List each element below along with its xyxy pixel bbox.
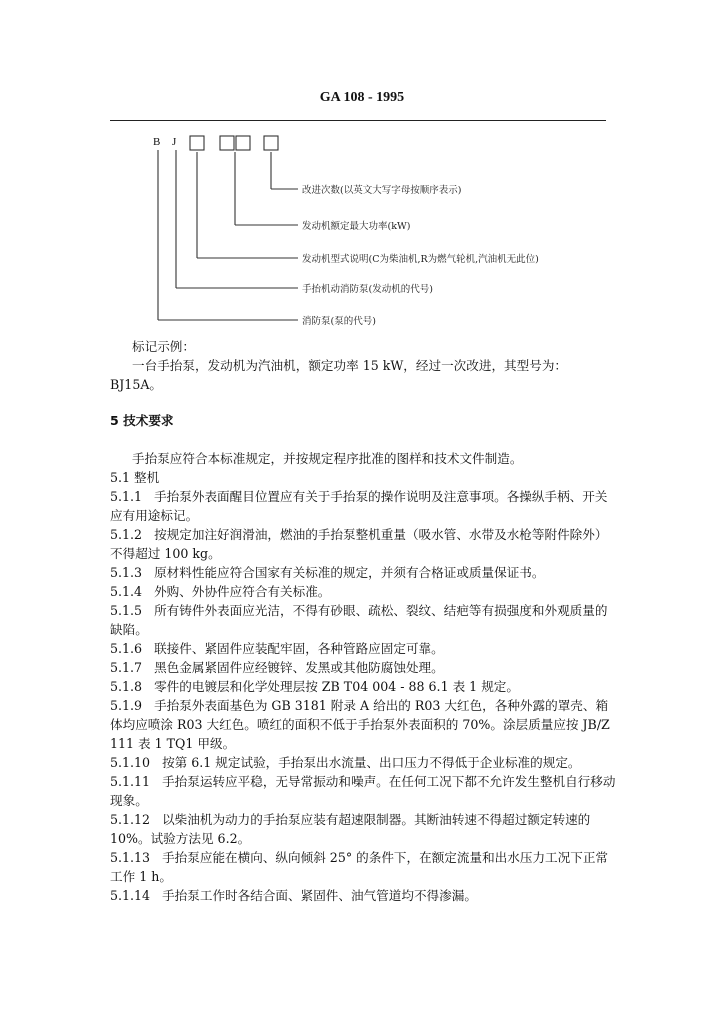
clause-5-1-5 (110, 601, 618, 639)
clause-text: 原材料性能应符合国家有关标准的规定，并须有合格证或质量保证书。 (154, 565, 545, 580)
clause-5-1-14 (110, 886, 618, 905)
clause-5-1-2 (110, 525, 618, 563)
subsection-5-1-title: 5.1 整机 (110, 470, 160, 485)
clause-text: 手抬泵运转应平稳，无导常振动和噪声。在任何工况下都不允许发生整机自行移动现象。 (110, 774, 616, 808)
clause-number: 5.1.13 (110, 850, 151, 865)
section-5-intro: 手抬泵应符合本标准规定，并按规定程序批准的图样和技术文件制造。 (132, 451, 523, 466)
letter-b: B (153, 136, 161, 148)
clause-5-1-1 (110, 487, 618, 525)
clause-number: 5.1.6 (110, 641, 143, 656)
section-5-title: 5 技术要求 (110, 413, 174, 428)
example-line-1: 一台手抬泵，发动机为汽油机，额定功率 15 kW，经过一次改进，其型号为： (132, 358, 568, 373)
label-fire-pump: 消防泵(泵的代号) (302, 316, 376, 327)
clause-number: 5.1.4 (110, 584, 143, 599)
clause-5-1-7 (110, 658, 618, 677)
example-title: 标记示例： (132, 339, 195, 354)
example-line-2: BJ15A。 (110, 377, 163, 392)
clause-5-1-12 (110, 810, 618, 848)
marking-example (110, 337, 618, 394)
clause-number: 5.1.10 (110, 755, 151, 770)
label-portable-pump: 手抬机动消防泵(发动机的代号) (302, 284, 433, 295)
label-rated-power: 发动机额定最大功率(kW) (302, 221, 411, 232)
clause-text: 外购、外协件应符合有关标准。 (154, 584, 331, 599)
model-designation-diagram (110, 126, 606, 334)
box-power-2 (236, 136, 250, 150)
section-5 (110, 411, 618, 905)
label-revision: 改进次数(以英文大写字母按顺序表示) (302, 185, 462, 196)
clause-number: 5.1.3 (110, 565, 143, 580)
clause-number: 5.1.7 (110, 660, 143, 675)
clause-text: 零件的电镀层和化学处理层按 ZB T04 004 - 88 6.1 表 1 规定。 (154, 679, 519, 694)
clause-text: 按第 6.1 规定试验，手抬泵出水流量、出口压力不得低于企业标准的规定。 (162, 755, 581, 770)
clause-number: 5.1.11 (110, 774, 151, 789)
clause-number: 5.1.5 (110, 603, 143, 618)
clause-text: 手抬泵应能在横向、纵向倾斜 25° 的条件下，在额定流量和出水压力工况下正常工作 1 h。 (110, 850, 609, 884)
box-power-1 (220, 136, 234, 150)
clause-text: 以柴油机为动力的手抬泵应装有超速限制器。其断油转速不得超过额定转速的 10%。试验方法见 6.2。 (110, 812, 591, 846)
box-revision (264, 136, 278, 150)
clause-number: 5.1.8 (110, 679, 143, 694)
letter-j: J (172, 136, 177, 148)
clause-text: 按规定加注好润滑油，燃油的手抬泵整机重量（吸水管、水带及水枪等附件除外）不得超过 100 kg。 (110, 527, 608, 561)
clause-5-1-13 (110, 848, 618, 886)
clause-5-1-9 (110, 696, 618, 753)
clause-5-1-3 (110, 563, 618, 582)
clause-5-1-10 (110, 753, 618, 772)
box-engine-type (190, 136, 204, 150)
clause-text: 手抬泵外表面醒目位置应有关于手抬泵的操作说明及注意事项。各操纵手柄、开关应有用途标记。 (110, 489, 608, 523)
clause-text: 手抬泵工作时各结合面、紧固件、油气管道均不得渗漏。 (162, 888, 477, 903)
clause-5-1-4 (110, 582, 618, 601)
label-engine-type: 发动机型式说明(C为柴油机,R为燃气轮机,汽油机无此位) (302, 254, 539, 265)
clause-number: 5.1.2 (110, 527, 143, 542)
clause-5-1-11 (110, 772, 618, 810)
clause-text: 联接件、紧固件应装配牢固，各种管路应固定可靠。 (154, 641, 444, 656)
clause-text: 手抬泵外表面基色为 GB 3181 附录 A 给出的 R03 大红色，各种外露的罩壳、箱体均应喷涂 R03 大红色。喷红的面积不低于手抬泵外表面积的 70%。涂层质量应按 JB/Z 111 表 1 TQ1 甲级。 (110, 698, 610, 751)
standard-code-header: GA 108 - 1995 (319, 90, 405, 105)
clause-5-1-6 (110, 639, 618, 658)
clause-number: 5.1.9 (110, 698, 143, 713)
clause-number: 5.1.12 (110, 812, 151, 827)
clause-number: 5.1.1 (110, 489, 143, 504)
clause-number: 5.1.14 (110, 888, 151, 903)
clause-5-1-8 (110, 677, 618, 696)
clause-text: 所有铸件外表面应光洁，不得有砂眼、疏松、裂纹、结疤等有损强度和外观质量的缺陷。 (110, 603, 608, 637)
clause-text: 黑色金属紧固件应经镀锌、发黑或其他防腐蚀处理。 (154, 660, 444, 675)
header-rule (110, 120, 606, 121)
